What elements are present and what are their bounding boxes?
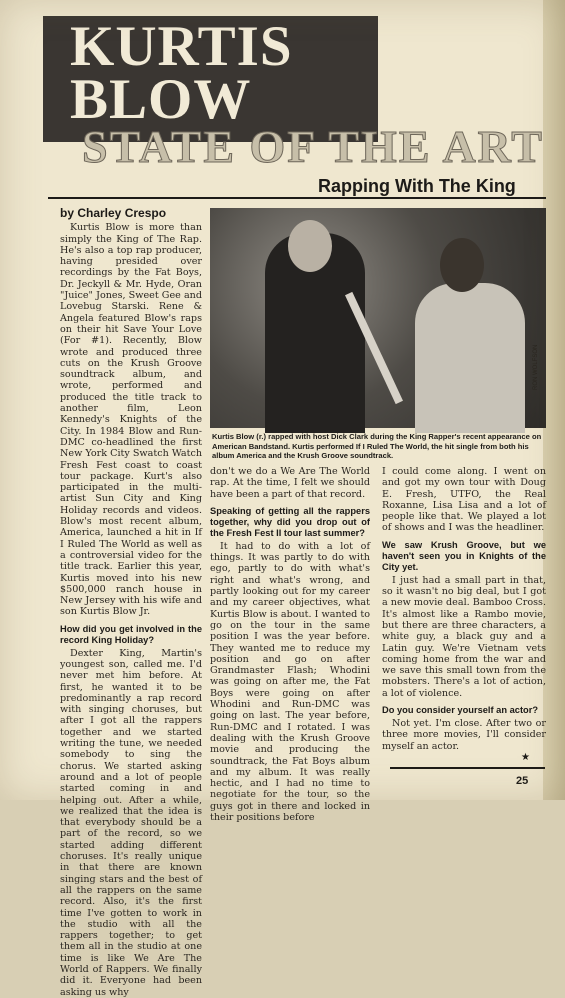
- article-title: [70, 15, 293, 131]
- article-headline: Rapping With The King: [318, 176, 516, 196]
- question-3: We saw Krush Groove, but we haven't seen you in Knights of the City yet.: [382, 539, 546, 572]
- question-1: How did you get involved in the record King Holiday?: [60, 623, 202, 645]
- answer-2: It had to do with a lot of things. It was partly to do with ego, partly to do with what's right and what's wrong, and partly looking out for my career and my career objectives, what Kurtis Blow is about. I wanted to go on the tour in the same position I was the year before. They wanted me to reduce my position and go on after Grandmaster Flash; Whodini was going on after me, the Fat Boys were going on after Whodini and Run-DMC was going on last. The year before, Run-DMC and I rotated. I was dealing with the Krush Groove movie and producing the soundtrack, the Fat Boys album and my album. It was really hectic, and I had no time to negotiate for the tour, so the guys got in there and locked in their positions before: [210, 540, 370, 824]
- article-photo: [210, 208, 546, 428]
- end-mark-icon: ★: [521, 752, 530, 763]
- column-1: [60, 208, 202, 998]
- footer-rule: [390, 767, 545, 769]
- column-2-continuation: don't we do a We Are The World rap. At the time, I felt we should have been a part of that record.: [210, 466, 370, 500]
- answer-1: Dexter King, Martin's youngest son, called me. I'd never met him before. At first, he wanted it to be predominantly a rap record with singing choruses, but after I got all the rappers together and we started writing the tune, we needed somebody to sing the chorus. We started asking around and a lot of people started coming in and helping out. After a while, we realized that the idea is that everybody should be a part of the record, so we started adding different choruses. It's really unique in that there are known singing stars and the best of all the rappers on the same record. Also, it's the first time I've gotten to work in the studio with all the rappers together; to get them all in the studio at one time is like We Are The World of Rappers. We finally did it. Everyone had been asking us why: [60, 647, 202, 998]
- byline: by Charley Crespo: [60, 206, 167, 220]
- page-edge: [543, 0, 565, 800]
- column-3-continuation: I could come along. I went on and got my own tour with Doug E. Fresh, UTFO, the Real Roxanne, Lisa Lisa and a lot of people like that. We played a lot of shows and I was the headliner.: [382, 466, 546, 534]
- answer-4: Not yet. I'm close. After two or three more movies, I'll consider myself an actor.: [382, 718, 546, 752]
- question-2: Speaking of getting all the rappers together, why did you drop out of the Fresh Fest II tour last summer?: [210, 505, 370, 538]
- photo-credit: RON WOLFSON: [533, 344, 539, 390]
- photo-figure-right: [415, 283, 525, 433]
- photo-caption: Kurtis Blow (r.) rapped with host Dick Clark during the King Rapper's recent appearance on American Bandstand. Kurtis performed If I Ruled The World, the hit single from both his album America and the Krush Groove soundtrack.: [212, 432, 542, 460]
- headline-rule: [48, 197, 546, 199]
- title-line-1: KURTIS: [70, 15, 293, 78]
- answer-3: I just had a small part in that, so it wasn't no big deal, but I got a new movie deal. Bamboo Cross. It's almost like a Rambo movie, but there are three characters, a white guy, a black guy and a Latin guy. We're Vietnam vets coming home from the war and we save this small town from the mobsters. There's a lot of action, a lot of violence.: [382, 574, 546, 699]
- title-line-2: BLOW: [70, 68, 252, 131]
- column-2: [210, 466, 370, 823]
- page-number: 25: [516, 775, 529, 787]
- photo-head-left: [288, 220, 332, 272]
- intro-paragraph: Kurtis Blow is more than simply the King of The Rap. He's also a top rap producer, having presided over recordings by the Fat Boys, Dr. Jeckyll & Mr. Hyde, Oran "Juice" Jones, Sweet Gee and Lovebug Starski. Rene & Angela featured Blow's raps on their hit Save Your Love (For #1). Recently, Blow wrote and produced three cuts on the Krush Groove soundtrack album, and wrote, performed and produced the title track to another film, Leon Kennedy's Knights of the City. In 1984 Blow and Run-DMC co-headlined the first New York City Swatch Watch Fresh Fest coast to coast tour package. Kurt's also participated in the multi-artist Sun City and King Holiday records and videos. Blow's most recent album, America, launched a hit in If I Ruled The World as well as a controversial video for the title track. Earlier this year, Kurtis moved into his new $500,000 ranch house in New Jersey with his wife and son Kurtis Blow Jr.: [60, 222, 202, 618]
- photo-head-right: [440, 238, 484, 292]
- column-3: [382, 466, 546, 752]
- question-4: Do you consider yourself an actor?: [382, 705, 539, 716]
- article-subtitle: STATE OF THE ART: [82, 121, 544, 172]
